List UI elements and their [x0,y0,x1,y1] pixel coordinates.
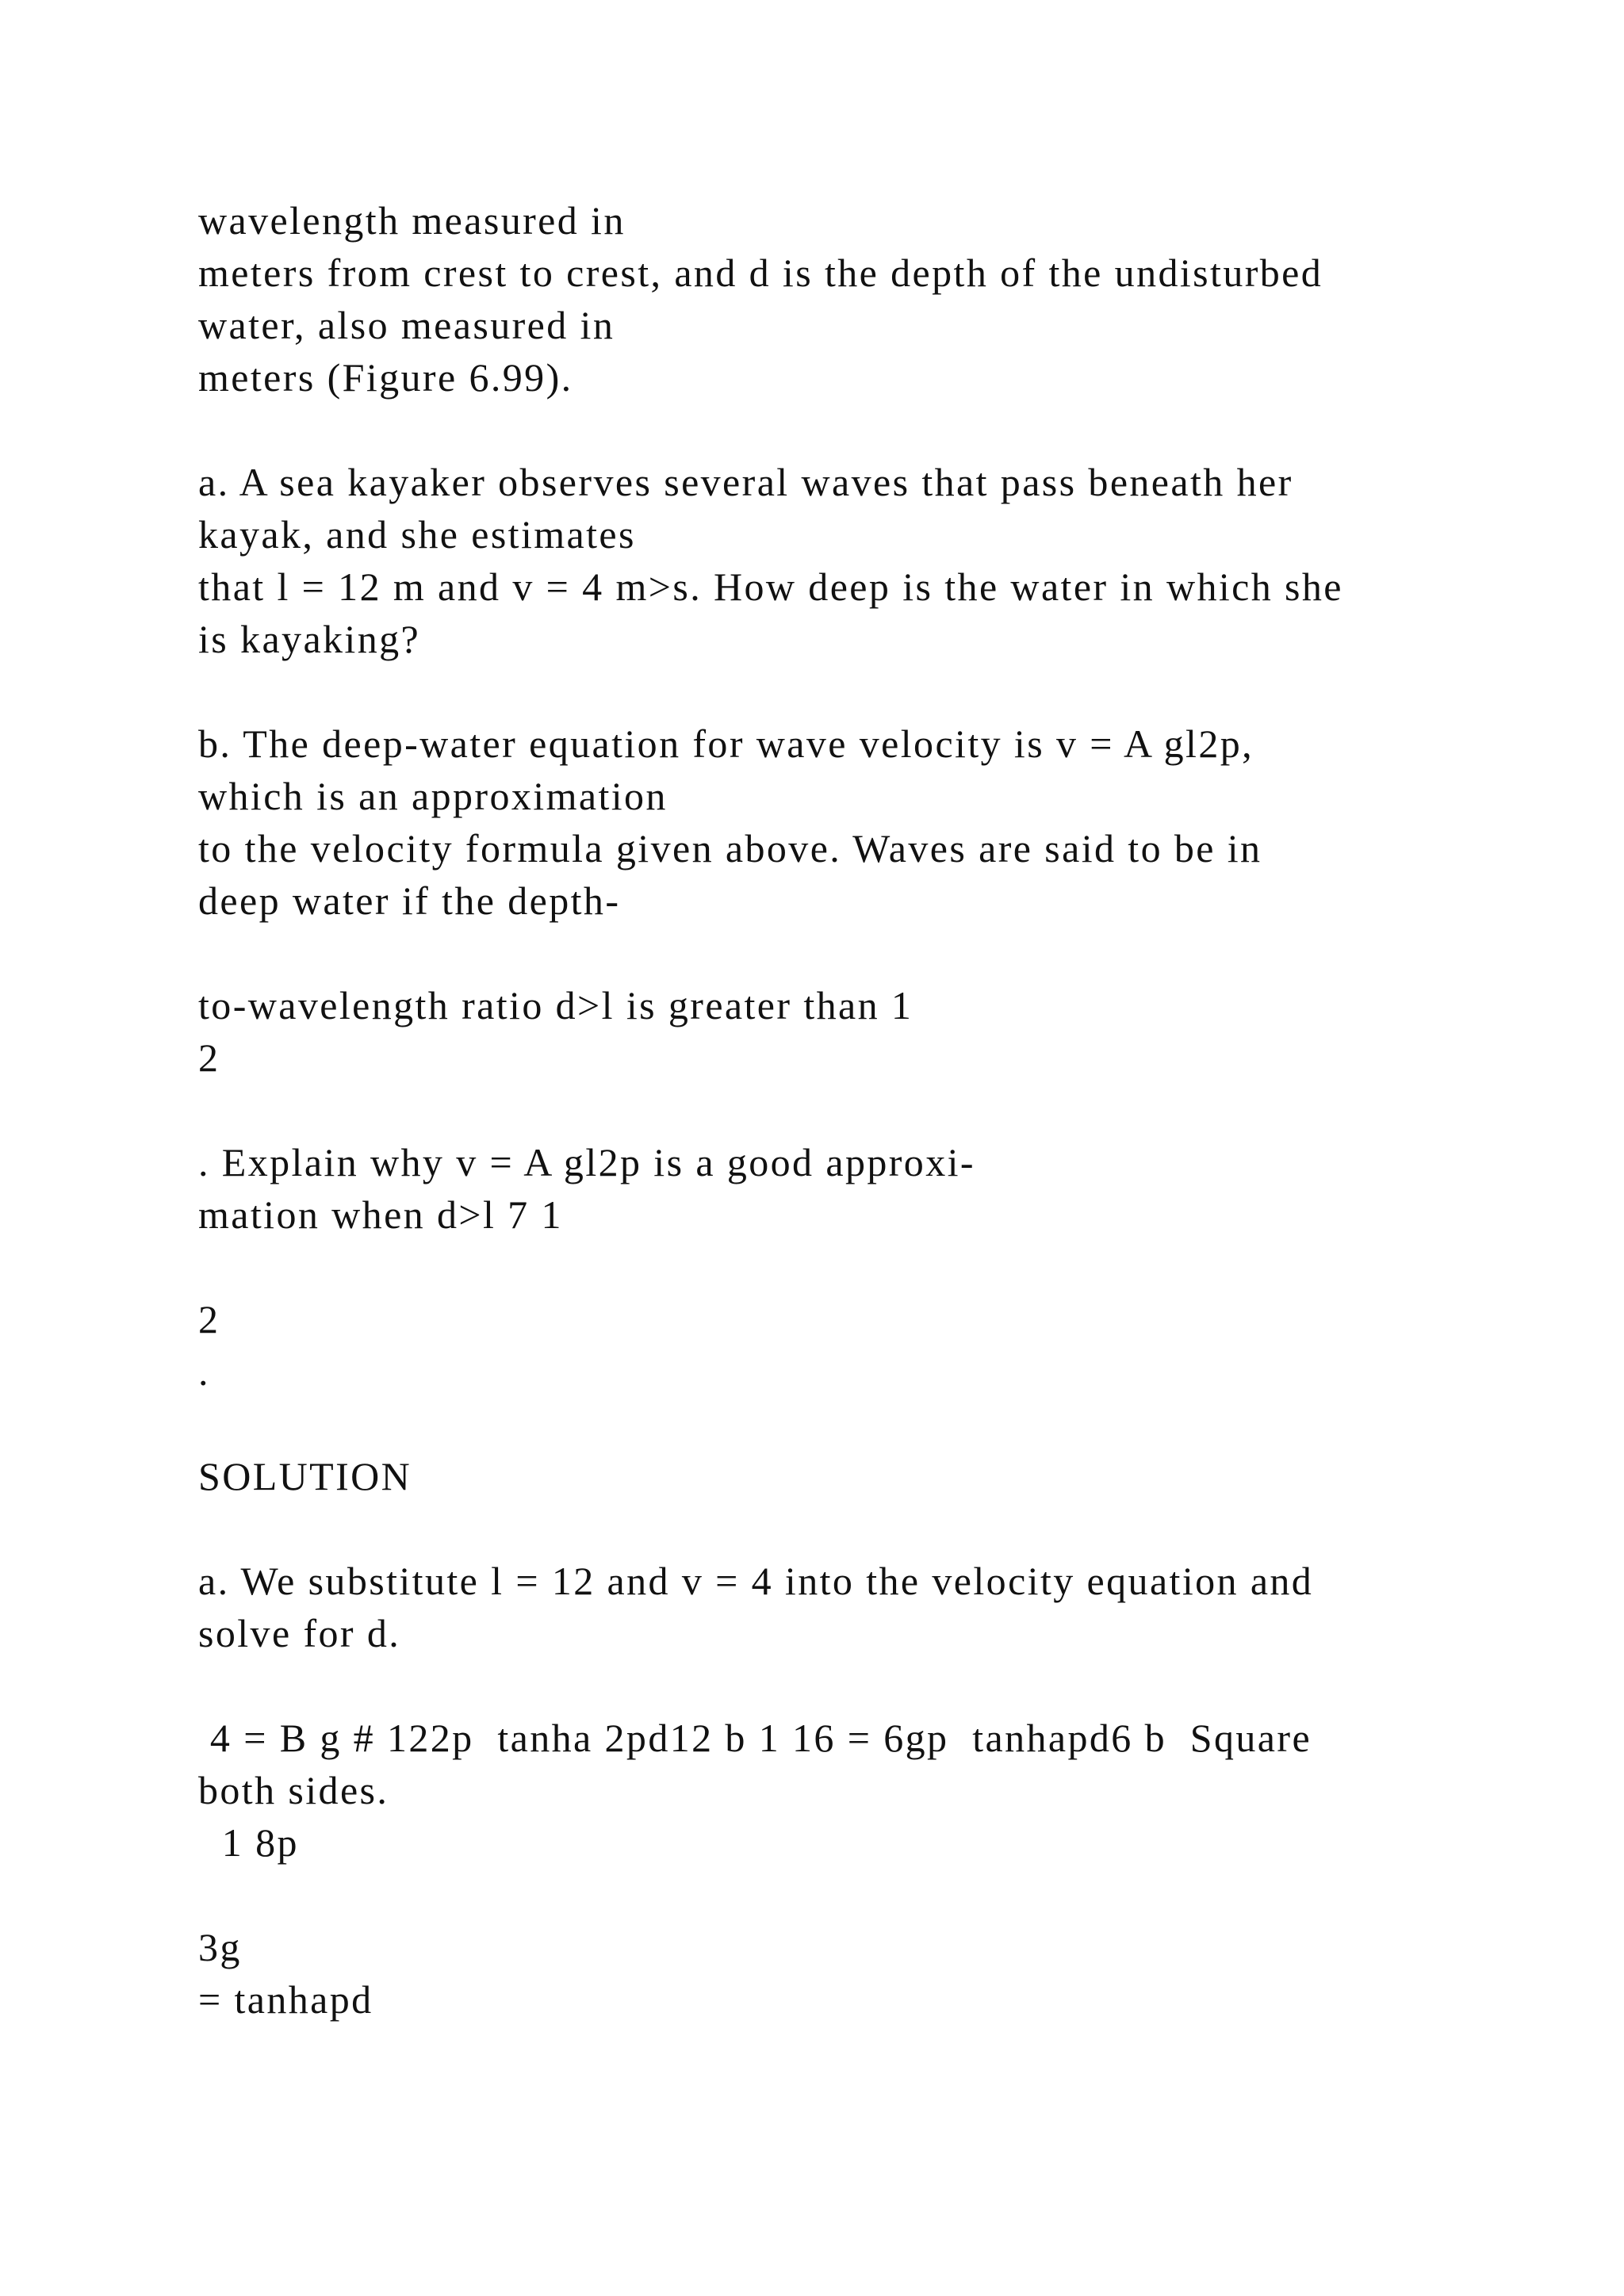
equation-line: = tanhapd [198,1977,373,2022]
document-text [198,194,1467,2026]
blank-line [198,665,1467,718]
blank-line [198,1241,1467,1293]
blank-line [198,1084,1467,1136]
equation-line: 4 = B g # 122p tanha 2pd12 b 1 16 = 6gp tanhapd6 b Square [198,1716,1312,1760]
blank-line [198,1659,1467,1712]
equation-line: 3g [198,1925,242,1969]
text-line: both sides. [198,1768,389,1812]
text-line: mation when d>l 7 1 [198,1192,563,1237]
text-line: is kayaking? [198,617,421,661]
solution-a-text: a. We substitute l = 12 and v = 4 into the velocity equation and [198,1559,1314,1603]
text-line: . [198,1349,210,1394]
text-line: wavelength measured in [198,198,626,243]
text-line: . Explain why v = A gl2p is a good approxi- [198,1140,975,1184]
fraction-denominator: 2 [198,1297,220,1341]
text-line: kayak, and she estimates [198,512,636,557]
text-line: that l = 12 m and v = 4 m>s. How deep is the water in which she [198,564,1343,609]
text-line: meters from crest to crest, and d is the depth of the undisturbed [198,251,1323,295]
text-line: which is an approximation [198,774,668,818]
blank-line [198,927,1467,979]
text-line: meters (Figure 6.99). [198,355,573,400]
question-a-text: a. A sea kayaker observes several waves that pass beneath her [198,460,1293,504]
solution-heading: SOLUTION [198,1454,412,1498]
blank-line [198,404,1467,456]
question-b-text: b. The deep-water equation for wave velocity is v = A gl2p, [198,721,1254,766]
text-line: water, also measured in [198,303,615,347]
text-line: to the velocity formula given above. Waves are said to be in [198,826,1262,871]
text-line: deep water if the depth- [198,878,621,923]
blank-line [198,1398,1467,1450]
fraction-denominator: 2 [198,1035,220,1080]
text-line: solve for d. [198,1611,401,1655]
equation-line: 1 8p [198,1820,299,1865]
blank-line [198,1502,1467,1555]
blank-line [198,1869,1467,1921]
text-line: to-wavelength ratio d>l is greater than 1 [198,983,914,1027]
